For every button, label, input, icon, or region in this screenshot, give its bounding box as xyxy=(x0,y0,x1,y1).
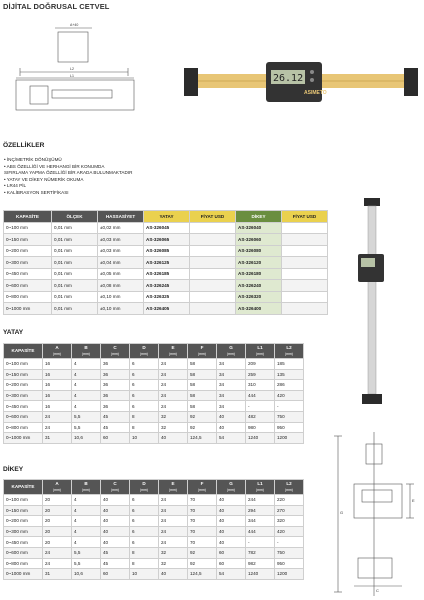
col-header-c: C (mm) xyxy=(101,344,130,359)
table-row: 0~150 mm 0,01 mm ±0,03 mm AS-326065 AS-326060 xyxy=(4,234,328,246)
col-header-capacity: KAPASİTE xyxy=(4,211,52,223)
table-row: 0~600 mm 0,01 mm ±0,08 mm AS-326245 AS-326240 xyxy=(4,280,328,292)
product-table xyxy=(3,210,328,315)
dim-label-l2: L2 xyxy=(70,67,74,71)
col-header-capacity: KAPASİTE xyxy=(4,344,43,359)
table-row: 0~100 mm 0,01 mm ±0,02 mm AS-326045 AS-326040 xyxy=(4,222,328,234)
table-row: 0~600 mm 24 5,5 45 8 32 92 40 482 750 xyxy=(4,411,304,422)
table-row: 0~100 mm 16 4 36 6 24 58 34 209 185 xyxy=(4,359,304,370)
table-row: 0~200 mm 0,01 mm ±0,03 mm AS-326085 AS-326080 xyxy=(4,245,328,257)
dim-label-a40: A+40 xyxy=(70,23,79,27)
table-header-row xyxy=(4,344,304,359)
table-row: 0~100 mm 20 4 40 6 24 70 40 244 220 xyxy=(4,495,304,506)
col-header-price-usd: FİYAT USD xyxy=(282,211,328,223)
table-row: 0~600 mm 24 5,5 45 8 32 92 60 782 750 xyxy=(4,547,304,558)
table-row: 0~300 mm 16 4 36 6 24 58 34 444 420 xyxy=(4,390,304,401)
col-header-l2: L2 (mm) xyxy=(275,480,304,495)
table-row: 0~1000 mm 0,01 mm ±0,10 mm AS-326405 AS-326400 xyxy=(4,303,328,315)
vertical-dims-heading: DİKEY xyxy=(3,466,24,473)
table-row: 0~200 mm 20 4 40 6 24 70 40 344 320 xyxy=(4,516,304,527)
col-header-a: A (mm) xyxy=(43,480,72,495)
feature-item: • İNÇ/METRİK DÖNÜŞÜMÜ xyxy=(4,157,62,162)
col-header-scale: ÖLÇEK xyxy=(52,211,98,223)
feature-item: • LR44 PİL xyxy=(4,183,27,189)
col-header-l2: L2 (mm) xyxy=(275,344,304,359)
col-header-f: F (mm) xyxy=(188,344,217,359)
table-row: 0~200 mm 16 4 36 6 24 58 34 310 286 xyxy=(4,380,304,391)
col-header-b: B (mm) xyxy=(72,480,101,495)
table-row: 0~1000 mm 31 10,6 60 10 40 124,5 54 1240 1200 xyxy=(4,569,304,580)
dim-label-l1: L1 xyxy=(70,74,74,78)
horizontal-dims-heading: YATAY xyxy=(3,329,24,336)
col-header-g: G (mm) xyxy=(217,480,246,495)
vertical-scale-image xyxy=(352,196,392,406)
feature-item: • ABS ÖZELLİĞİ VE HERHANGİ BİR KONUMDA xyxy=(4,163,105,169)
table-row: 0~450 mm 0,01 mm ±0,05 mm AS-326185 AS-326180 xyxy=(4,268,328,280)
col-header-e: E (mm) xyxy=(159,344,188,359)
table-header-row xyxy=(4,211,328,223)
feature-item: SIFIRLAMA YAPMA ÖZELLİĞİ BİR ARADA BULUNMAKTADIR xyxy=(4,170,133,176)
table-row: 0~300 mm 20 4 40 6 24 70 40 444 420 xyxy=(4,526,304,537)
table-row: 0~800 mm 24 5,5 45 8 32 92 40 980 950 xyxy=(4,422,304,433)
table-row: 0~150 mm 16 4 36 6 24 58 34 259 135 xyxy=(4,369,304,380)
dim-label-e: E xyxy=(412,498,415,503)
col-header-vertical: DİKEY xyxy=(236,211,282,223)
vertical-dims-table xyxy=(3,479,304,580)
col-header-l1: L1 (mm) xyxy=(246,480,275,495)
horizontal-scale-image xyxy=(182,60,424,110)
dim-label-c: C xyxy=(376,588,379,593)
col-header-d: D (mm) xyxy=(130,480,159,495)
table-row: 0~450 mm 16 4 36 6 24 58 34 - - xyxy=(4,401,304,412)
table-row: 0~800 mm 24 5,5 45 8 32 92 60 982 950 xyxy=(4,558,304,569)
table-row: 0~150 mm 20 4 40 6 24 70 40 294 270 xyxy=(4,505,304,516)
page-title: DİJİTAL DOĞRUSAL CETVEL xyxy=(3,2,110,11)
features-heading: ÖZELLİKLER xyxy=(3,142,45,149)
table-row: 0~450 mm 20 4 40 6 24 70 40 - - xyxy=(4,537,304,548)
side-technical-drawing xyxy=(318,430,422,598)
dim-label-g: G xyxy=(340,510,344,515)
col-header-d: D (mm) xyxy=(130,344,159,359)
col-header-horizontal: YATAY xyxy=(144,211,190,223)
table-row: 0~800 mm 0,01 mm ±0,10 mm AS-326325 AS-326320 xyxy=(4,291,328,303)
col-header-e: E (mm) xyxy=(159,480,188,495)
feature-item: • KALİBRASYON SERTİFİKASI xyxy=(4,189,69,195)
col-header-capacity: KAPASİTE xyxy=(4,480,43,495)
col-header-precision: HASSASİYET xyxy=(98,211,144,223)
feature-item: • YATAY VE DİKEY NÜMERİK OKUMA xyxy=(4,176,84,182)
col-header-price-usd: FİYAT USD xyxy=(190,211,236,223)
table-row: 0~1000 mm 31 10,6 60 10 40 124,5 54 1240 1200 xyxy=(4,433,304,444)
table-row: 0~300 mm 0,01 mm ±0,04 mm AS-326125 AS-326120 xyxy=(4,257,328,269)
col-header-f: F (mm) xyxy=(188,480,217,495)
col-header-a: A (mm) xyxy=(43,344,72,359)
horizontal-dims-table xyxy=(3,343,304,444)
col-header-l1: L1 (mm) xyxy=(246,344,275,359)
table-header-row xyxy=(4,480,304,495)
col-header-g: G (mm) xyxy=(217,344,246,359)
col-header-b: B (mm) xyxy=(72,344,101,359)
display-reading: 26.12 xyxy=(273,73,304,84)
features-list xyxy=(4,157,132,197)
top-technical-drawing xyxy=(0,20,140,120)
col-header-c: C (mm) xyxy=(101,480,130,495)
brand-logo: ASIMETO xyxy=(304,90,327,96)
